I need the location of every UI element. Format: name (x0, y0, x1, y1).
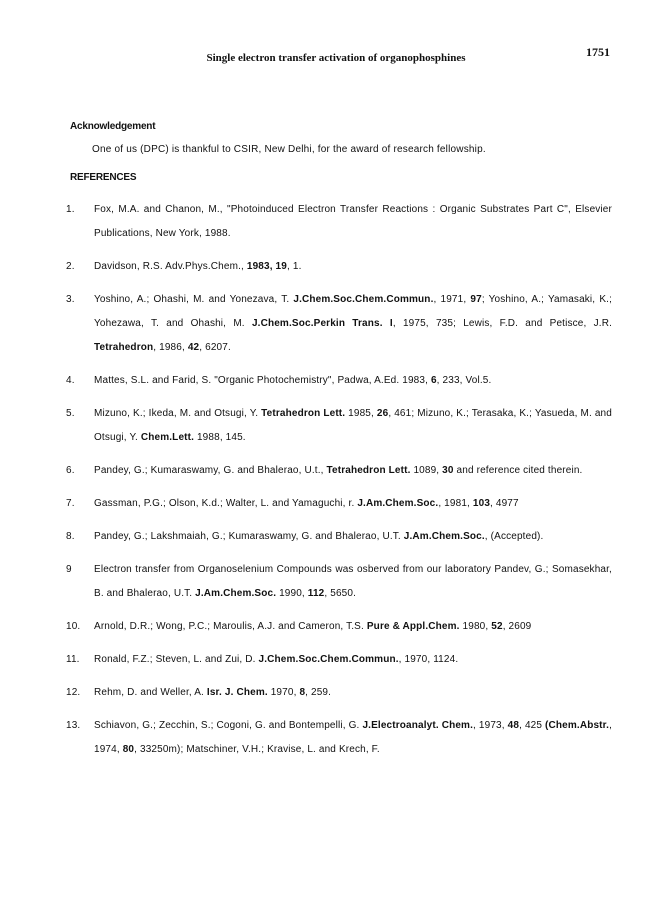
reference-segment: Davidson, R.S. Adv.Phys.Chem., (94, 261, 247, 272)
reference-item (66, 615, 612, 639)
reference-number: 2. (66, 261, 75, 272)
reference-text (94, 402, 612, 450)
reference-bold-segment: 48 (507, 720, 520, 731)
acknowledgement-heading: Acknowledgement (70, 121, 156, 132)
reference-segment: 1089, (410, 465, 443, 476)
reference-segment: , 259. (305, 687, 332, 698)
reference-bold-segment: 30 (442, 465, 454, 476)
reference-text (94, 558, 612, 606)
reference-text (94, 525, 612, 549)
reference-segment: Pandey, G.; Lakshmaiah, G.; Kumaraswamy, G. and Bhalerao, U.T. (94, 531, 404, 542)
reference-bold-segment: 112 (307, 588, 325, 599)
reference-text (94, 648, 612, 672)
reference-segment: Ronald, F.Z.; Steven, L. and Zui, D. (94, 654, 259, 665)
reference-segment: Arnold, D.R.; Wong, P.C.; Maroulis, A.J. and Cameron, T.S. (94, 621, 367, 632)
reference-segment: Gassman, P.G.; Olson, K.d.; Walter, L. and Yamaguchi, r. (94, 498, 358, 509)
reference-segment: and reference cited therein. (453, 465, 583, 476)
reference-segment: Electron transfer from Organoselenium Compounds was osberved from our laboratory Pandev, G.; Somasekhar, B. and Bhalerao, U.T. (94, 564, 612, 599)
reference-segment: , 1971, (433, 294, 471, 305)
references-heading: REFERENCES (70, 172, 137, 183)
reference-segment: , 461; Mizuno, K.; Terasaka, K.; Yasueda, M. and Otsugi, Y. (94, 408, 612, 443)
reference-number: 12. (66, 687, 81, 698)
reference-item (66, 255, 612, 279)
reference-bold-segment: J.Am.Chem.Soc. (357, 498, 439, 509)
reference-list (66, 198, 612, 771)
reference-item (66, 369, 612, 393)
reference-bold-segment: Tetrahedron Lett. (326, 465, 411, 476)
reference-number: 1. (66, 204, 75, 215)
reference-bold-segment: (Chem.Abstr. (545, 720, 610, 731)
reference-bold-segment: Pure & Appl.Chem. (366, 621, 460, 632)
reference-text (94, 714, 612, 762)
reference-bold-segment: 8 (299, 687, 306, 698)
reference-segment: , 6207. (199, 342, 231, 353)
reference-segment: 1985, (345, 408, 377, 419)
reference-segment: Schiavon, G.; Zecchin, S.; Cogoni, G. and Bontempelli, G. (94, 720, 363, 731)
reference-item (66, 681, 612, 705)
reference-segment: 1980, (459, 621, 492, 632)
reference-segment: , 233, Vol.5. (436, 375, 492, 386)
reference-segment: Rehm, D. and Weller, A. (94, 687, 207, 698)
reference-text (94, 681, 612, 705)
reference-bold-segment: 52 (491, 621, 503, 632)
reference-segment: , 4977 (490, 498, 519, 509)
reference-segment: 1990, (276, 588, 308, 599)
reference-text (94, 198, 612, 246)
reference-item (66, 648, 612, 672)
reference-item (66, 459, 612, 483)
reference-text (94, 288, 612, 360)
reference-segment: , 2609 (502, 621, 532, 632)
reference-item (66, 402, 612, 450)
reference-item (66, 714, 612, 762)
reference-bold-segment: J.Chem.Soc.Chem.Commun. (293, 294, 434, 305)
reference-bold-segment: Isr. J. Chem. (206, 687, 268, 698)
reference-bold-segment: 80 (122, 744, 135, 755)
reference-number: 3. (66, 294, 75, 305)
reference-segment: 1970, (267, 687, 300, 698)
reference-number: 4. (66, 375, 75, 386)
reference-item (66, 288, 612, 360)
acknowledgement-text: One of us (DPC) is thankful to CSIR, New Delhi, for the award of research fellowship. (92, 144, 486, 155)
reference-bold-segment: J.Electroanalyt. Chem. (362, 720, 474, 731)
reference-item (66, 492, 612, 516)
reference-segment: Mizuno, K.; Ikeda, M. and Otsugi, Y. (94, 408, 262, 419)
reference-item (66, 198, 612, 246)
reference-number: 8. (66, 531, 75, 542)
reference-number: 7. (66, 498, 75, 509)
reference-segment: , (Accepted). (484, 531, 544, 542)
reference-bold-segment: J.Am.Chem.Soc. (403, 531, 485, 542)
reference-text (94, 459, 612, 483)
reference-segment: Mattes, S.L. and Farid, S. "Organic Photochemistry", Padwa, A.Ed. 1983, (94, 375, 431, 386)
reference-text (94, 615, 612, 639)
reference-segment: Yoshino, A.; Ohashi, M. and Yonezava, T. (94, 294, 294, 305)
reference-segment: 1988, 145. (194, 432, 246, 443)
reference-bold-segment: 1983, 19 (246, 261, 287, 272)
reference-segment: , 1981, (438, 498, 473, 509)
reference-item (66, 525, 612, 549)
reference-bold-segment: J.Chem.Soc.Perkin Trans. I (251, 318, 393, 329)
reference-segment: , 1970, 1124. (398, 654, 459, 665)
reference-number: 9 (66, 564, 72, 575)
reference-bold-segment: J.Am.Chem.Soc. (195, 588, 277, 599)
reference-segment: , 1975, 735; Lewis, F.D. and Petisce, J.R. (392, 318, 612, 329)
reference-segment: , 1974, (94, 720, 613, 755)
reference-text (94, 369, 612, 393)
reference-bold-segment: Chem.Lett. (140, 432, 195, 443)
reference-bold-segment: 26 (376, 408, 389, 419)
reference-bold-segment: Tetrahedron (94, 342, 154, 353)
reference-bold-segment: 103 (472, 498, 491, 509)
reference-segment: , 1973, (473, 720, 508, 731)
reference-bold-segment: J.Chem.Soc.Chem.Commun. (258, 654, 399, 665)
reference-bold-segment: Tetrahedron Lett. (261, 408, 346, 419)
reference-segment: Pandey, G.; Kumaraswamy, G. and Bhalerao, U.t., (94, 465, 327, 476)
reference-number: 6. (66, 465, 75, 476)
reference-bold-segment: 6 (430, 375, 437, 386)
reference-segment: Fox, M.A. and Chanon, M., "Photoinduced Electron Transfer Reactions : Organic Substrates Part C", Elsevier Publications, New York, 1988. (94, 204, 612, 239)
running-title: Single electron transfer activation of organophosphines (206, 52, 466, 64)
reference-number: 13. (66, 720, 81, 731)
reference-segment: , 1. (287, 261, 302, 272)
reference-number: 5. (66, 408, 75, 419)
reference-segment: , 5650. (324, 588, 357, 599)
reference-bold-segment: 42 (187, 342, 200, 353)
reference-bold-segment: 97 (470, 294, 482, 305)
reference-segment: , 425 (519, 720, 546, 731)
reference-item (66, 558, 612, 606)
reference-number: 11. (66, 654, 80, 665)
reference-text (94, 255, 612, 279)
reference-text (94, 492, 612, 516)
page-number: 1751 (586, 45, 610, 59)
reference-segment: , 33250m); Matschiner, V.H.; Kravise, L. and Krech, F. (134, 744, 380, 755)
reference-number: 10. (66, 621, 81, 632)
reference-segment: , 1986, (153, 342, 188, 353)
reference-segment: ; Yoshino, A.; Yamasaki, K.; Yohezawa, T. and Ohashi, M. (94, 294, 612, 329)
